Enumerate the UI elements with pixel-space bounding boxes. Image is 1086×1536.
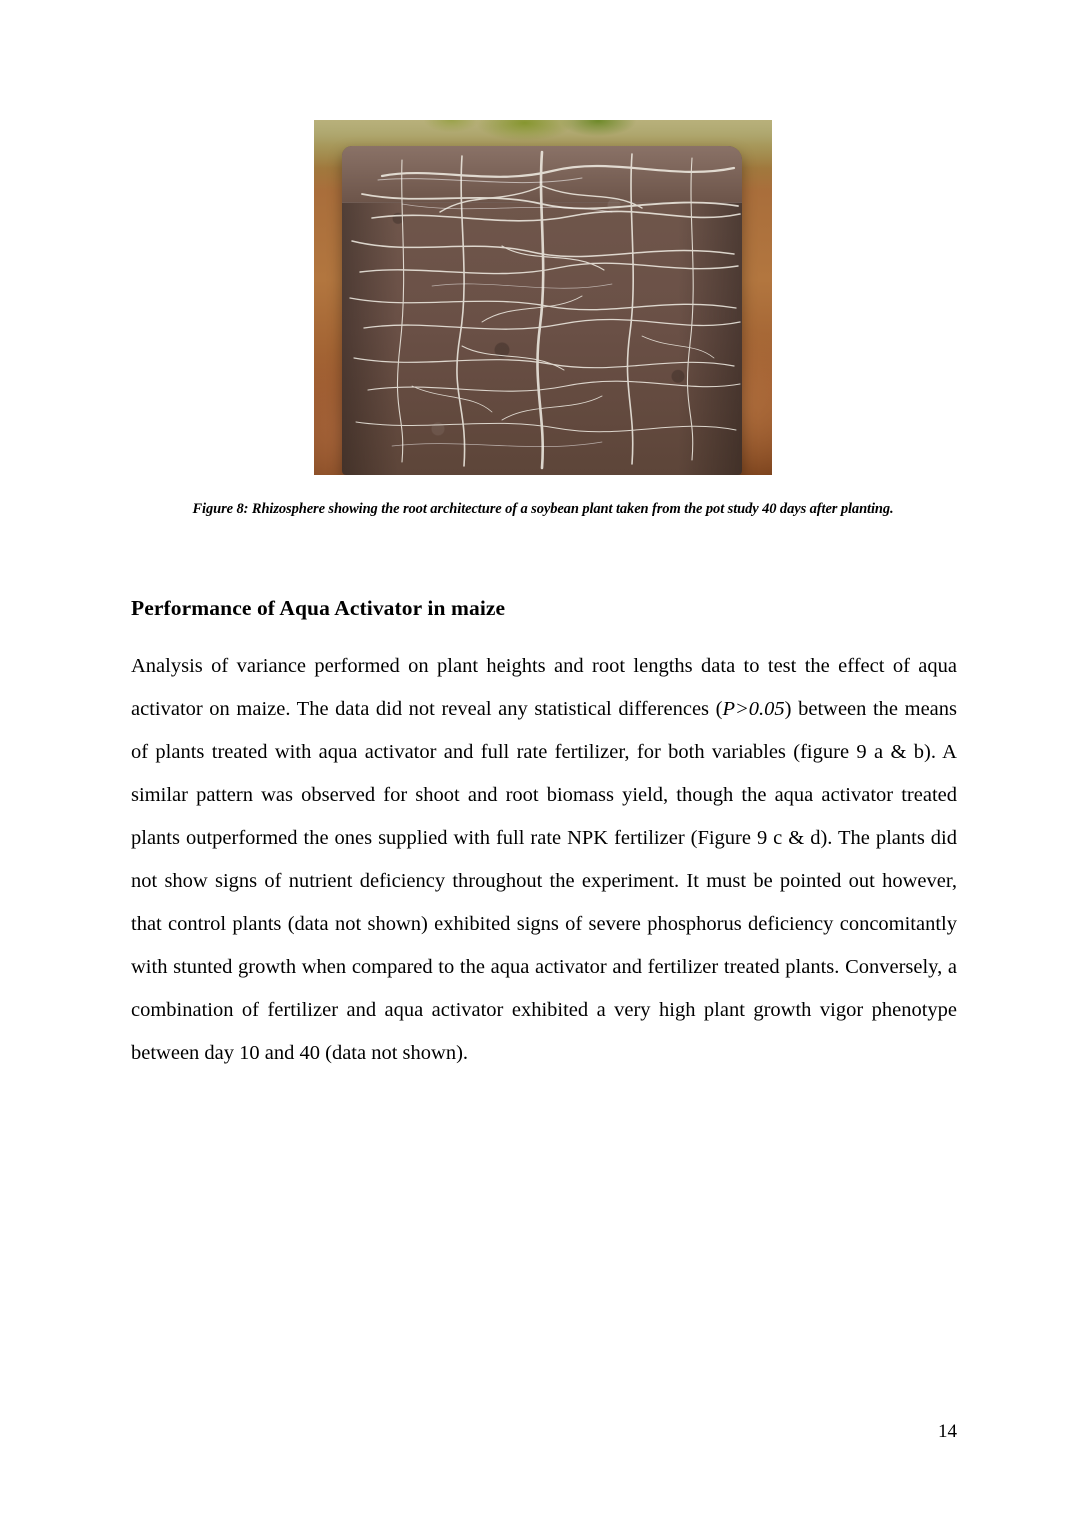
paragraph-part-1: Analysis of variance performed on plant heights and root lengths data to test the effect of aqua activator on maize. The data did not reveal any statistical differences ( <box>131 655 957 720</box>
section-heading: Performance of Aqua Activator in maize <box>131 595 506 620</box>
root-network-overlay <box>342 146 742 475</box>
paragraph-statistic-italic: P>0.05 <box>722 698 785 720</box>
paragraph-part-2: ) between the means of plants treated with aqua activator and full rate fertilizer, for both variables (figure 9 a & b). A similar pattern was observed for shoot and root biomass yield, though the aqua activator treated plants outperformed the ones supplied with full rate NPK fertilizer (Figure 9 c & d). The plants did not show signs of nutrient deficiency throughout the experiment. It must be pointed out however, that control plants (data not shown) exhibited signs of severe phosphorus deficiency concomitantly with stunted growth when compared to the aqua activator and fertilizer treated plants. Conversely, a combination of fertilizer and aqua activator exhibited a very high plant growth vigor phenotype between day 10 and 40 (data not shown). <box>131 698 957 1064</box>
rhizosphere-photo <box>314 120 772 475</box>
soil-block <box>342 146 742 475</box>
figure-image-wrap <box>129 120 957 475</box>
page-number: 14 <box>938 1421 957 1442</box>
figure-8 <box>129 120 957 518</box>
figure-caption: Figure 8: Rhizosphere showing the root architecture of a soybean plant taken from the pot study 40 days after planting. <box>192 501 894 517</box>
body-paragraph <box>131 645 957 1075</box>
